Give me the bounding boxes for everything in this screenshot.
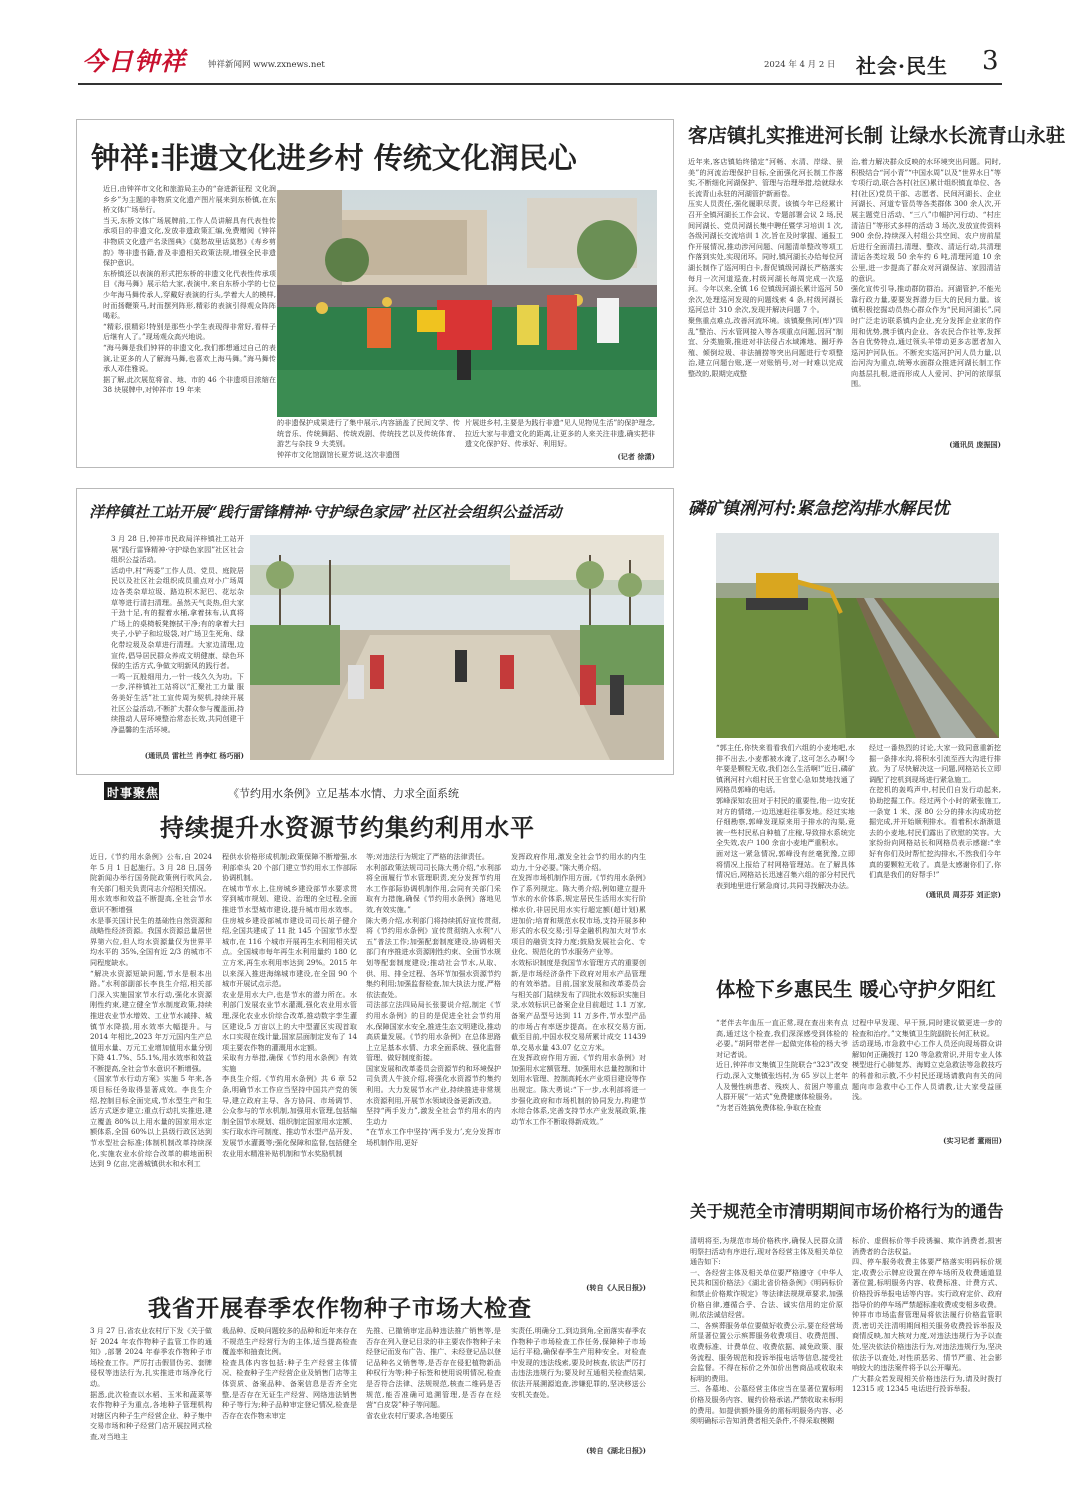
article-seed-credit: (转自《湖北日报》)	[586, 1446, 646, 1455]
article-drainage-credit: (通讯员 周芬芬 刘正宗)	[925, 890, 1001, 899]
article-heritage-title: 钟祥:非遗文化进乡村 传统文化润民心	[91, 141, 577, 175]
article-water-credit: (转自《人民日报》)	[586, 1283, 646, 1292]
article-heritage-col2: 的非遗保护成果进行了集中展示,内容涵盖了民间文学、传统音乐、传统舞蹈、传统戏剧、传统技艺以及传统体育、游艺与杂技 9 大类别。 钟祥市文化馆副馆长夏芳说,这次非遗图	[277, 418, 460, 459]
masthead-site: 钟祥新闻网 www.zxnews.net	[208, 60, 325, 70]
article-seed-col4: 实责任,明确分工,到边到角,全面落实春季农作物种子市场检查工作任务,保障种子市场运行平稳,确保春季生产用种安全。对检查中发现的违法线索,要及时核查,依法严厉打击违法违规行为;要及时互通相关检查结果,依法开展溯源追查,涉嫌犯罪的,坚决移送公安机关查处。	[511, 1326, 646, 1399]
masthead-rule	[78, 83, 1002, 85]
section-title: 社会·民生	[856, 54, 948, 78]
article-notice-title: 关于规范全市清明期间市场价格行为的通告	[690, 1202, 1004, 1221]
article-water-subtitle: 《节约用水条例》立足基本水情、力求全面系统	[228, 787, 459, 800]
article-lei-feng-title: 洋梓镇社工站开展“践行雷锋精神·守护绿色家园”社区社会组织公益活动	[89, 503, 562, 521]
article-notice-col2: 标价、虚假标价等手段诱骗、欺诈消费者,损害消费者的合法权益。 四、停车服务收费主体要严格落实明码标价规定,收费公示牌应设置在停车场所及收费通道显著位置,标明服务内容、收费标准、计费方式、价格投诉举报电话等内容。实行政府定价、政府指导价的停车场严禁超标准收费或变相多收费。 钟祥市市场监督管理局将依法履行价格监管职责,密切关注清明期间相关服务收费投诉举报及商情反映,加大核对力度,对违法违规行为予以查处,坚决依法价格违法行为,对违法违规行为,坚决依法予以查处,对性质恶劣、情节严重、社会影响较大的违法案件将予以公开曝光。 广大群众若发现相关价格违法行为,请及时拨打 12315 或 12345 电话进行投诉举报。	[852, 1236, 1002, 1394]
article-seed-col3: 先推、已撤销审定品种违法推广销售等,是否存在列入登记目录的非主要农作物种子未经登记而发布广告、推广、未经登记品以登记品种名义销售等,是否存在侵犯植物新品种权行为等;种子标签和使用说明情况,检查是否符合法律、法规规范,核查二维码是否规范,能否准确可追溯管理,是否存在经营“白皮袋”种子等问题。 省农业农村厅要求,各地要压	[366, 1326, 501, 1420]
page-number: 3	[982, 46, 999, 76]
article-heritage-col3: 片展进乡村,主要是为践行非遗“见人见物见生活”的保护理念,拉近大家与非遗文化的距离,让更多的人来关注非遗,确实把非遗文化保护好、传承好、利用好。	[465, 418, 655, 449]
article-checkup-col1: “老伴去年血压一直正常,现在查出来有点高,通过这个检查,我们深深感受到体检的必要。”胡阿带老伴一起做完体检的杨大爷对记者说。 近日,钟祥市文集镇卫生院联合“323”改变行动,深入文集镇张垱村,为 65 岁以上老年人及慢性病患者、残疾人、贫困户等重点人群开展“一站式”免费健康体检服务。 “为老百姓搞免费体检,争取在检查	[716, 1018, 848, 1112]
article-lei-feng-box	[76, 488, 674, 775]
article-heritage-credit: (记者 徐潇)	[617, 452, 655, 461]
photo-community-cleanup	[250, 535, 664, 760]
article-seed-col2: 栽品种、反映问题较多的品种和近年来存在不规范生产经营行为的主体,适当提高检查覆盖率和抽查比例。 检查具体内容包括:种子生产经营主体情况、检查种子生产经营企业及销售门店等主体资质、备案品种、备案信息是否齐全完整,是否存在无证生产经营、网络违法销售种子等行为;种子品种审定登记情况,检查是否存在农作物未审定	[222, 1326, 357, 1420]
article-heritage-box	[76, 119, 674, 468]
article-water-col4: 发挥政府作用,激发全社会节约用水的内生动力,十分必要。”陈大勇介绍。 在发挥市场机制作用方面,《节约用水条例》作了系列规定。陈大勇介绍,例如建立提升节水的水价体系,规定居民生活用水实行阶梯水价,非居民用水实行超定额(超计划)累进加价;培育和规范水权市场,支持开展多种形式的水权交易;引导金融机构加大对节水项目的融资支持力度;鼓励发展社会化、专业化、规范化的节水服务产业等。 水效标识制度是我国节水管理方式的重要创新,是市场经济条件下政府对用水产品管理的有效举措。目前,国家发展和改革委员会与相关部门陆续发布了四批水效标识实施目录,水效标识已备案企业目前超过 1.1 万家,备案产品型号达到 11 万多件,节水型产品的市场占有率逐步提高。在水权交易方面,截至目前,中国水权交易所累计成交 11439 单,交易水量 43.07 亿立方米。 在发挥政府作用方面,《节约用水条例》对加强用水定额管理、加强用水总量控制和计划用水管理、控制高耗水产业项目建设等作出规定。陈大勇说:“下一步,水利部将进一步强化政府和市场机制的协同发力,构建节水综合体系,完善支持节水产业发展政策,推动节水工作不断取得新成效。”	[511, 852, 646, 1126]
article-drainage-col1: “郭主任,你快来看看我们六组的小麦地吧,水排不出去,小麦都被水淹了,这可怎么办啊!今年要是颗粒无收,我们怎么生活啊!”近日,磷矿镇浰河村六组村民王官堂心急如焚地找通了网格员郭峰的电话。 郭峰深知农田对于村民的重要性,他一边安抚对方的情绪,一边迅速赶往事发地。经过实地仔细勘察,郭峰发现原来用于排水的沟渠,竟被一些村民私自种植了庄稼,导致排水系统完全失效,农户 100 余亩小麦地严重积水。 面对这一紧急情况,郭峰没有丝毫犹豫,立即将情况上报给了村网格管理站。在了解具体情况后,网格站长迅速召集六组的部分村民代表到地里进行紧急商讨,共同寻找解决办法。	[716, 743, 855, 890]
article-lei-feng-credit: (通讯员 雷杜兰 肖李红 杨巧丽)	[144, 751, 244, 760]
article-water-col1: 近日,《节约用水条例》公布,自 2024 年 5 月 1 日起施行。3 月 28 日,国务院新闻办举行国务院政策例行吹风会,有关部门相关负责同志介绍相关情况。 用水效率和效益不断提高,全社会节水意识不断增强 水是事关国计民生的基础性自然资源和战略性经济资源。我国水资源总量居世界第六位,但人均水资源量仅为世界平均水平的 35%,全国有近 2/3 的城市不同程度缺水。 “解决水资源短缺问题,节水是根本出路。”水利部副部长李良生介绍,相关部门深入实施国家节水行动,强化水资源刚性约束,建立健全节水制度政策,持续推进农业节水增效、工业节水减排、城镇节水降损,用水效率大幅提升。与 2014 年相比,2023 年万元国内生产总值用水量、万元工业增加值用水量分别下降 41.7%、55.1%,用水效率和效益不断提高,全社会节水意识不断增强。 《国家节水行动方案》实施 5 年来,各项目标任务取得显著成效。李良生介绍,控制目标全面完成,节水型生产和生活方式逐步建立;重点行动扎实推进,建立覆盖 80%以上用水量的国家用水定额体系,全国 60%以上县级行政区达到节水型社会标准;体制机制改革持续深化,实施农业水价综合改革的耕地面积达到 9 亿亩,完善城镇供水和水利工	[90, 852, 212, 1169]
article-water-col3: 等;对违法行为规定了严格的法律责任。 水利部政策法规司司长陈大勇介绍,“水利部将全面履行节水管理职责,充分发挥节约用水工作部际协调机制作用,会同有关部门采取有力措施,确保《节约用水条例》落地见效,有效实施。” 陈大勇介绍,水利部门将持续抓好宣传贯彻,将《节约用水条例》宣传贯彻纳入水利“八五”普法工作;加强配套制度建设,协调相关部门有序推进水资源刚性约束、全面节水规划等配套制度建设;推动社会节水,从取、供、用、排全过程、各环节加强水资源节约集约利用;加强监督检查,加大执法力度,严格依法查处。 司法部立法四局局长张要说介绍,制定《节约用水条例》的目的是促进全社会节约用水,保障国家水安全,推进生态文明建设,推动高质量发展。《节约用水条例》在总体思路上立足基本水情、力求全面系统、强化监督管理、做好制度衔接。 国家发展和改革委员会资源节约和环境保护司负责人牛波介绍,将强化水资源节约集约利用。大力发展节水产业,持续推进非常规水资源利用,开展节水领域设备更新改造。 坚持“两手发力”,激发全社会节约用水的内生动力 “在节水工作中坚持‘两手发力’,充分发挥市场机制作用,更好	[366, 852, 501, 1148]
article-lei-feng-col1: 3 月 28 日,钟祥市民政局洋梓镇社工站开展“践行雷锋精神·守护绿色家园”社区社会组织公益活动。 活动中,村“两委”工作人员、党员、庭院居民以及社区社会组织成员重点对小广场周边各类杂草垃圾、路边枳木泥巴、花坛杂草等进行清扫清理。虽然天气炎热,但大家干劲十足,有的握着水桶,拿着抹布,认真将广场上的桌椅板凳擦拭干净;有的拿着大扫夹子,小铲子和垃圾袋,对广场卫生死角、绿化带垃圾及杂草进行清理。大家边清理,边宣传,倡导居民群众养成文明健康、绿色环保的生活方式,争做文明新风的践行者。 一鸣一瓦般细用力,一针一线久久为功。下一步,洋梓镇社工站将以“汇聚社工力量 服务美好生活”社工宣传周为契机,持续开展社区公益活动,不断扩大群众参与覆盖面,持续推动人居环境整治常态长效,共同创建干净温馨的生活环境。	[111, 534, 244, 734]
kicker-news-focus	[104, 782, 159, 800]
article-notice-col1: 清明将至,为规范市场价格秩序,确保人民群众清明祭扫活动有序进行,现对各经营主体及相关单位通告如下: 一、各经营主体及相关单位要严格遵守《中华人民共和国价格法》《湖北省价格条例》《明码标价和禁止价格欺诈规定》等法律法规规章要求,加强价格自律,遵循合乎、合法、诚实信用的定价原则,依法诚信经营。 二、各殡葬服务单位要做好收费公示,要在经营场所显著位置公示殡葬服务收费项目、收费范围、收费标准、计费单位、收费依据、减免政策、服务流程、服务规范和投诉举报电话等信息,接受社会监督。不得在标价之外加价出售商品或收取未标明的费用。 三、各墓地、公墓经营主体应当在显著位置标明价格及服务内容、履约价格承诺,严禁收取未标明的费用。如提供额外服务的需标明服务内容、必须明确标示告知消费者相关条件,不得采取模糊	[690, 1236, 843, 1426]
article-checkup-title: 体检下乡惠民生 暖心守护夕阳红	[716, 978, 996, 1001]
article-river-col1: 近年来,客店镇始终锚定“河畅、水清、岸绿、景美”的河流治理保护目标,全面强化河长制工作落实,不断细化河湖保护、管理与治理举措,绘就绿水长流青山永驻的河湖管护新画卷。 压实人员责任,强化履职尽责。该镇今年已经累计召开全镇河湖长工作会议、专题部署会议 2 场,民间河湖长、党员河湖长集中聘任暨学习培训 1 次,各级河湖长交流培训 1 次,旨在及时掌握、通报工作开展情况,推动涉河问题、问题清单整改等项工作落到实处,实现闭环。同时,镇河湖长办给每位河湖长制作了巡河明白卡,督促镇级河湖长严格落实每月一次河道巡查,村级河湖长每周完成一次巡河。今年以来,全镇 16 位镇级河湖长累计巡河 50 余次,处理巡河发现的问题线索 4 条,村级河湖长巡河总计 310 余次,发现并解决问题 7 个。 聚焦重点难点,改善河流环境。该镇聚焦河(库)“四乱”整治、污水管网接入等各项重点问题,因河“制宜、分类施策,推进对非法侵占水域滩地、圈圩养殖、倾倒垃圾、非法捕捞等突出问题进行专项整治,建立问题台账,逐一对账销号,对一时难以完成整改的,限期完成整	[688, 157, 843, 378]
masthead-date: 2024 年 4 月 2 日	[764, 60, 836, 70]
article-heritage-col1: 近日,由钟祥市文化和旅游局主办的“奋进新征程 文化润乡乡”为主题的非物质文化遗产图片展来到东桥镇,在东桥文体广场举行。 当天,东桥文体广场展牌前,工作人员讲解具有代表性传承项目的非遗文化,发放非遗政策汇编,免费赠阅《钟祥非物质文化遗产名录图典》《莫愁故里话莫愁》《寿乡剪韵》等非遗书籍,普及非遗相关政策法规,增强全民非遗保护意识。 东桥镇还以表演的形式把东桥的非遗文化代表性传承项目《海马舞》展示给大家,表演中,来自东桥小学的七位少年海马舞传承人,穿戴好表演的行头,学着大人的模样,时而扬鞭策马,时而摆列阵形,精彩的表演引得观众阵阵喝彩。 “精彩,很精彩!特别是那些小学生表现得非常好,看样子后继有人了。”现场观众高兴地说。 “海马舞是我们钟祥的非遗文化,我们都想通过自己的表演,让更多的人了解海马舞,也喜欢上海马舞。”海马舞传承人邓佳雅说。 据了解,此次展览将省、地、市的 46 个非遗项目浓缩在 38 块展牌中,对钟祥市 19 年来	[103, 184, 276, 395]
kicker-news-focus-label: 时事聚焦	[107, 786, 160, 800]
article-river-credit: (通讯员 庞振国)	[949, 440, 1001, 449]
article-checkup-credit: (实习记者 董雨田)	[943, 1136, 1002, 1145]
photo-sea-horse-dance	[277, 190, 657, 417]
article-seed-col1: 3 月 27 日,省农业农村厅下发《关于做好 2024 年农作物种子监管工作的通知》,部署 2024 年春季农作物种子市场检查工作。严厉打击假冒伪劣、套牌侵权等违法行为,扎实推进市场净化行动。 据悉,此次检查以水稻、玉米和蔬菜等农作物种子为重点,各地种子管理机构对辖区内种子生产经营企业、种子集中交易市场和种子经营门店开展拉网式检查,对当地主	[90, 1326, 212, 1441]
article-water-title: 持续提升水资源节约集约利用水平	[160, 813, 535, 842]
article-water-col2: 程供水价格形成机制;政策保障不断增强,水利部牵头 20 个部门建立节约用水工作部际协调机制。 在城市节水上,住房城乡建设部节水要求贯穿到城市规划、建设、治理的全过程,全面推进节水型城市建设,提升城市用水效率。住房城乡建设部城市建设司司长胡子健介绍,全国共建成了 11 批 145 个国家节水型城市,在 116 个城市开展再生水利用相关试点。全国城市每年再生水利用量约 180 亿立方米,再生水利用率达到 29%。2015 年以来深入推进海绵城市建设,在全国 90 个城市开展试点示范。 农业是用水大户,也是节水的潜力所在。水利部门发展农业节水灌溉,强化农业用水管理,深化农业水价综合改革,推动数字孪生灌区建设,5 万亩以上的大中型灌区实现首取水口实现在线计量,国家层面制定发布了 14 项主要农作物的灌溉用水定额。 采取有力举措,确保《节约用水条例》有效实施 李良生介绍,《节约用水条例》共 6 章 52 条,明确节水工作应当坚持中国共产党的领导,建立政府主导、各方协同、市场调节、公众参与的节水机制,加强用水管理,包括编制全国节水规划、组织制定国家用水定额、实行取水许可制度、推动节水型产品开发、发展节水灌溉等;强化保障和监督,包括健全农业用水精准补贴机制和节水奖励机制	[222, 852, 357, 1158]
article-checkup-col2: 过程中早发现、早干预,同时建议做更进一步的检查和治疗。”文集镇卫生院副院长何汇秋说。 活动现场,市急救中心工作人员还向现场群众讲解如何正确拨打 120 等急救常识,并用专业人体模型进行心肺复苏、海姆立克急救法等急救技巧的科普和示教,不少村民还现场请教向有关的问题向市急救中心工作人员请教,让大家受益匪浅。	[852, 1018, 1002, 1102]
article-drainage-title: 磷矿镇浰河村:紧急挖沟排水解民忧	[688, 499, 950, 519]
article-drainage-col2: 经过一番热烈的讨论,大家一致同意重新挖掘一条排水沟,将积水引流至西大沟进行排放。为了尽快解决这一问题,网格站长立即调配了挖机到现场进行紧急施工。 在挖机的轰鸣声中,村民们自发行动起来,协助挖掘工作。经过两个小时的紧张施工,一条宽 1 米、深 80 公分的排水沟成功挖掘完成,并开始顺利排水。看着积水渐渐退去的小麦地,村民们露出了欣慰的笑容。大家纷纷向网格站长和网格员表示感谢:“幸好有你们及时帮忙挖沟排水,不然我们今年真的要颗粒无收了。真是太感谢你们了,你们真是我们的好帮手!”	[869, 743, 1001, 880]
masthead-logo: 今日钟祥	[82, 47, 187, 76]
photo-excavator-ditch	[716, 533, 999, 738]
article-seed-title: 我省开展春季农作物种子市场大检查	[148, 1295, 532, 1322]
article-river-title: 客店镇扎实推进河长制 让绿水长流青山永驻	[688, 124, 1066, 147]
article-river-col2: 治,着力解决群众反映的水环境突出问题。同时,积极结合“河小青”“中国水周”以及“世界水日”等专项行动,联合各村(社区)累计组织镇直单位、各村(社区)党员干部、志愿者、民间河湖长、企业河湖长、河道专管员等各类群体 300 余人次,开展主题党日活动、“三八”巾帼护河行动、“村庄清洁日”等形式多样的活动 3 场次,发放宣传资料 900 余份,持续深入村组公共空间、农户房前屋后进行全面清扫,清理、整改、清运行动,共清理清运各类垃圾 50 余车约 6 吨,清理河道 10 余公里,进一步提高了群众对河湖保洁、家园清洁的意识。 强化宣传引导,推动群防群治。河湖管护,不能光靠行政力量,要要发挥潜力巨大的民间力量。该镇积极挖掘动员热心群众作为“民间河湖长”,同时广泛走访联系镇内企业,充分发挥企业家的作用和优势,携手镇内企业、各农民合作社等,发挥各自优势特点,通过领头羊带动更多志愿者加入巡河护河队伍。不断充实巡河护河人员力量,以治河沟为重点,统筹水面群众推进河湖长制工作向基层扎根,进而形成人人爱河、护河的浓厚氛围。	[851, 157, 1001, 389]
